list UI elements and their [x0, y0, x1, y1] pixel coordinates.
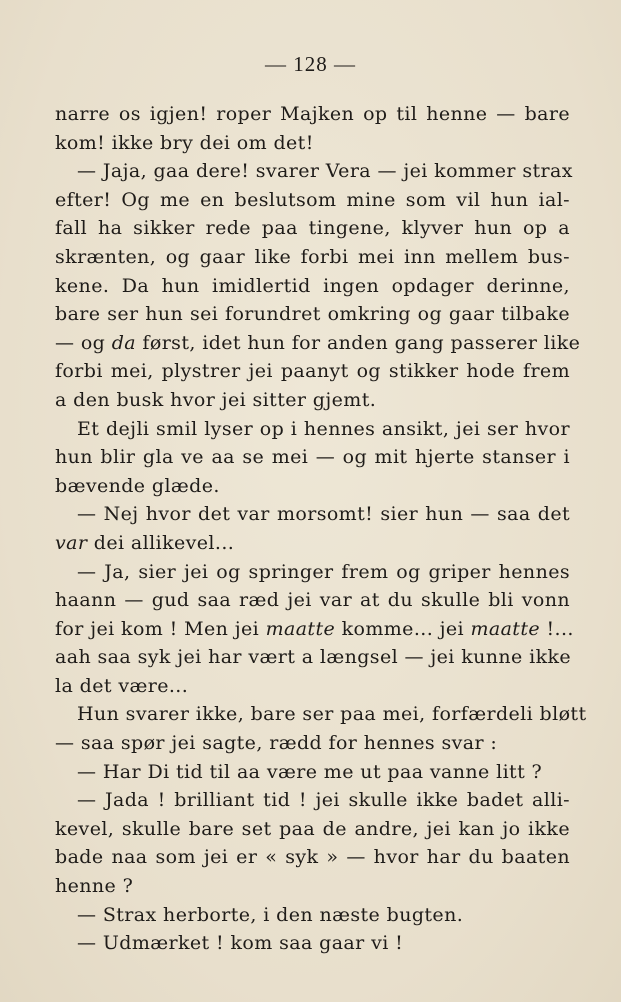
text-line: [55, 186, 570, 215]
text-line: [55, 558, 570, 587]
italic-text: maatte: [265, 617, 336, 640]
text-segment: dei allikevel...: [87, 531, 235, 554]
text-segment: — Har Di tid til aa være me ut paa vanne litt ?: [77, 760, 543, 783]
text-line: [55, 815, 570, 844]
italic-text: da: [111, 331, 136, 354]
text-line: [55, 243, 570, 272]
text-segment: aah saa syk jei har vært a længsel — jei kunne ikke: [55, 646, 572, 669]
text-line: [55, 529, 570, 558]
text-line: [55, 729, 570, 758]
italic-text: maatte: [470, 617, 541, 640]
text-segment: — Ja, sier jei og springer frem og griper hennes: [77, 560, 570, 583]
text-segment: — Strax herborte, i den næste bugten.: [77, 903, 464, 926]
text-segment: narre os igjen! roper Majken op til henne — bare: [55, 103, 570, 125]
text-segment: — Udmærket ! kom saa gaar vi !: [77, 932, 404, 955]
text-segment: — Nej hvor det var morsomt! sier hun — saa det: [77, 503, 570, 526]
text-body: [55, 100, 587, 958]
text-segment: haann — gud saa ræd jei var at du skulle bli vonn: [55, 589, 570, 612]
text-line: [55, 443, 570, 472]
text-segment: forbi mei, plystrer jei paanyt og stikker hode frem: [55, 360, 570, 383]
text-segment: bævende glæde.: [55, 474, 220, 497]
text-line: [55, 272, 570, 301]
text-line: [55, 129, 570, 158]
text-line: [55, 643, 570, 672]
text-line: [55, 872, 570, 901]
text-line: [55, 700, 587, 729]
text-segment: kevel, skulle bare set paa de andre, jei kan jo ikke: [55, 817, 570, 840]
text-segment: la det være...: [55, 674, 189, 697]
text-line: [55, 672, 570, 701]
text-line: [55, 472, 570, 501]
text-line: [55, 500, 570, 529]
text-segment: først, idet hun for anden gang passerer like: [135, 331, 581, 354]
text-line: [55, 758, 570, 787]
text-line: [55, 615, 574, 644]
italic-text: var: [55, 531, 88, 554]
text-segment: skrænten, og gaar like forbi mei inn mellem bus-: [55, 245, 570, 268]
text-segment: — Jaja, gaa dere! svarer Vera — jei kommer strax: [77, 160, 573, 183]
text-segment: — Jada ! brilliant tid ! jei skulle ikke badet alli-: [77, 789, 570, 812]
text-line: [55, 786, 570, 815]
text-line: [55, 329, 581, 358]
text-segment: komme... jei: [335, 617, 471, 640]
text-segment: bare ser hun sei forundret omkring og gaar tilbake: [55, 303, 570, 326]
text-line: [55, 901, 570, 930]
text-segment: henne ?: [55, 875, 134, 898]
text-line: [55, 415, 570, 444]
text-segment: — og: [55, 331, 112, 354]
text-segment: — saa spør jei sagte, rædd for hennes svar :: [55, 732, 498, 755]
text-segment: kom! ikke bry dei om det!: [55, 131, 314, 154]
text-line: [55, 357, 570, 386]
text-line: [55, 929, 570, 958]
text-line: [55, 586, 570, 615]
text-segment: Hun svarer ikke, bare ser paa mei, forfærdeli bløtt: [77, 703, 587, 726]
text-segment: Et dejli smil lyser op i hennes ansikt, jei ser hvor: [77, 417, 570, 440]
text-segment: efter! Og me en beslutsom mine som vil hun ial-: [55, 188, 570, 211]
text-line: [55, 386, 570, 415]
text-segment: kene. Da hun imidlertid ingen opdager derinne,: [55, 274, 570, 297]
text-segment: a den busk hvor jei sitter gjemt.: [55, 388, 377, 411]
text-line: [55, 100, 570, 129]
text-segment: for jei kom ! Men jei: [55, 617, 266, 640]
text-line: [55, 843, 570, 872]
text-segment: hun blir gla ve aa se mei — og mit hjerte stanser i: [55, 446, 570, 469]
text-line: [55, 157, 573, 186]
text-segment: !...: [540, 617, 574, 640]
text-line: [55, 300, 570, 329]
text-segment: bade naa som jei er « syk » — hvor har du baaten: [55, 846, 570, 869]
page-number: — 128 —: [265, 52, 356, 76]
text-segment: fall ha sikker rede paa tingene, klyver hun op a: [55, 217, 570, 240]
text-line: [55, 214, 570, 243]
